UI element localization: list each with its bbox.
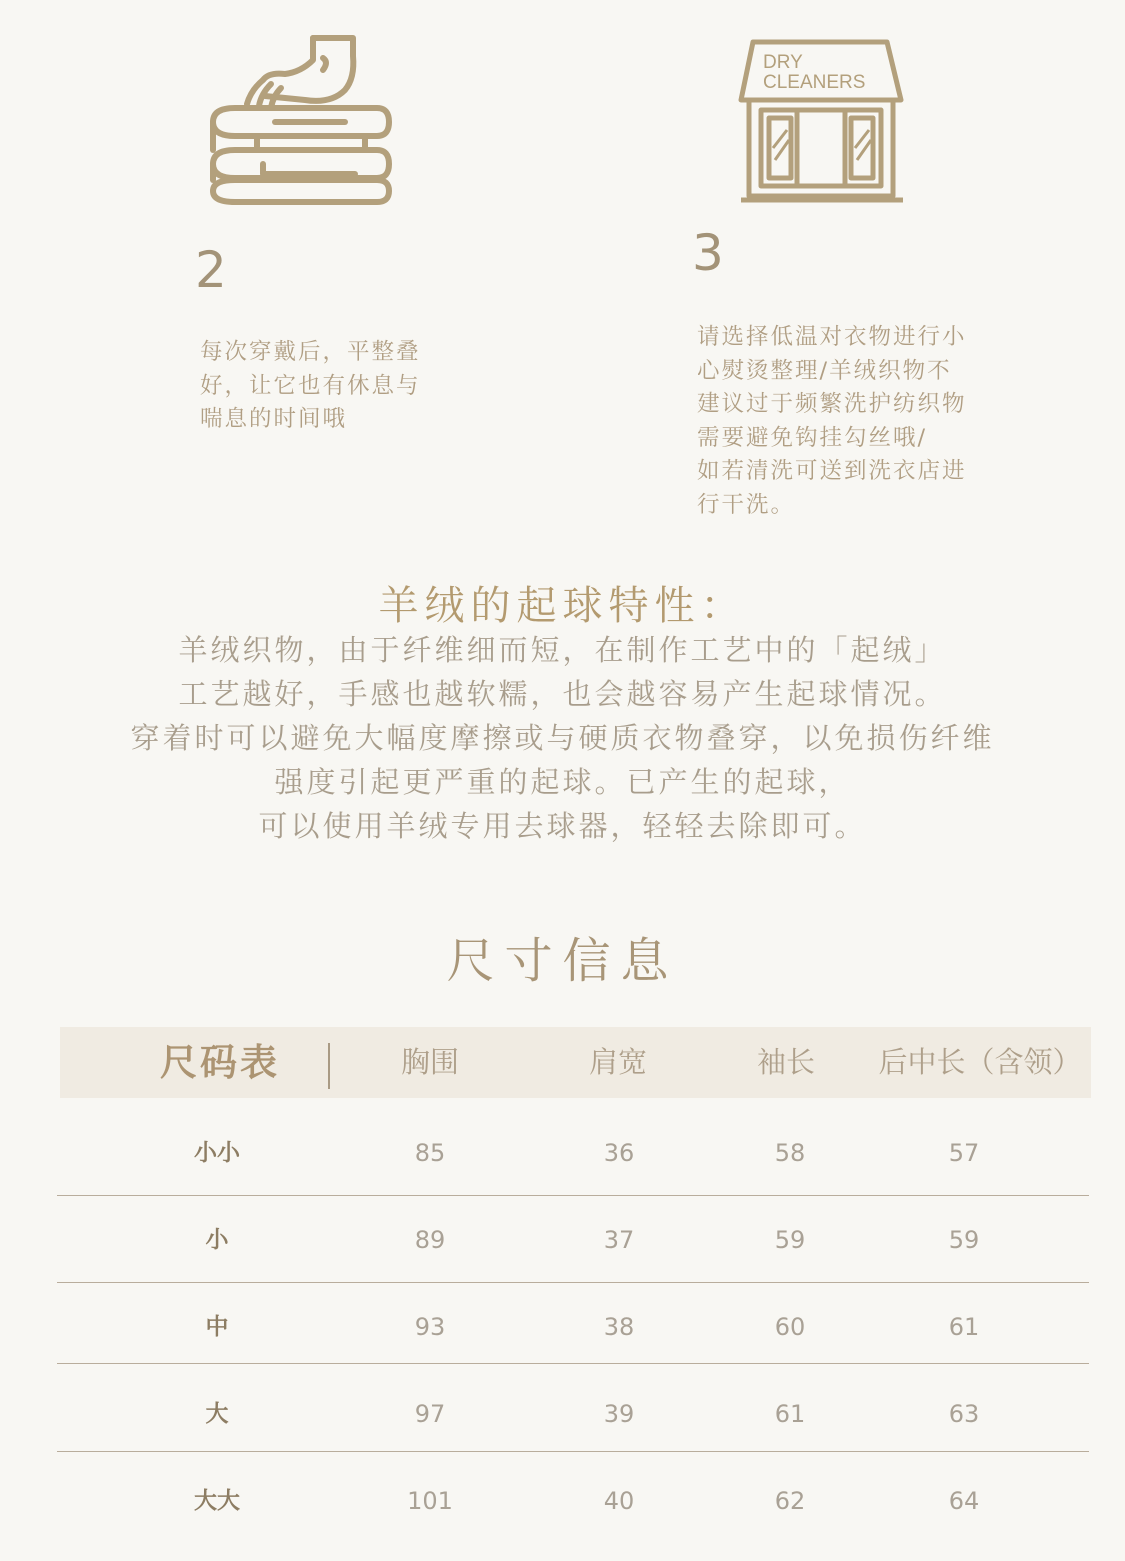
step-3-line: 如若清洗可送到洗衣店进 bbox=[697, 458, 967, 484]
dry-cleaners-store-icon bbox=[735, 38, 910, 208]
pilling-line: 羊绒织物，由于纤维细而短，在制作工艺中的「起绒」 bbox=[178, 633, 947, 667]
table-row bbox=[57, 1110, 1089, 1196]
chest-value: 89 bbox=[414, 1226, 446, 1254]
table-row bbox=[57, 1371, 1089, 1452]
step-3-line: 请选择低温对衣物进行小 bbox=[697, 324, 967, 350]
size-table-header bbox=[60, 1027, 1091, 1098]
pilling-title: 羊绒的起球特性： bbox=[378, 583, 747, 629]
chest-value: 97 bbox=[414, 1400, 446, 1428]
sleeve-value: 62 bbox=[774, 1487, 806, 1515]
table-row bbox=[57, 1284, 1089, 1364]
step-3-line: 建议过于频繁洗护纺织物 bbox=[697, 391, 967, 417]
row-divider bbox=[57, 1451, 1089, 1452]
pilling-line: 强度引起更严重的起球。已产生的起球， bbox=[274, 765, 851, 799]
row-divider bbox=[57, 1363, 1089, 1364]
length-value: 63 bbox=[948, 1400, 980, 1428]
step-number-3: 3 bbox=[692, 224, 724, 282]
step-2-line: 喘息的时间哦 bbox=[200, 406, 348, 432]
pilling-line: 可以使用羊绒专用去球器，轻轻去除即可。 bbox=[258, 809, 867, 843]
table-row bbox=[57, 1458, 1089, 1544]
size-label: 小小 bbox=[194, 1139, 240, 1166]
chest-value: 93 bbox=[414, 1313, 446, 1341]
size-label: 大 bbox=[205, 1400, 229, 1427]
step-3-line: 心熨烫整理/羊绒织物不 bbox=[697, 357, 952, 384]
size-label: 中 bbox=[205, 1313, 229, 1340]
shoulder-value: 39 bbox=[603, 1400, 635, 1428]
pilling-line: 工艺越好，手感也越软糯，也会越容易产生起球情况。 bbox=[178, 677, 947, 711]
folded-clothes-hand-icon bbox=[205, 30, 395, 210]
chest-value: 101 bbox=[407, 1487, 453, 1515]
column-header-sleeve: 袖长 bbox=[756, 1045, 815, 1079]
size-info-title: 尺寸信息 bbox=[446, 933, 679, 989]
length-value: 57 bbox=[948, 1139, 980, 1167]
step-2-line: 每次穿戴后，平整叠 bbox=[200, 339, 421, 365]
shoulder-value: 37 bbox=[603, 1226, 635, 1254]
step-3-line: 需要避免钩挂勾丝哦/ bbox=[697, 424, 928, 451]
store-sign-line-2: CLEANERS bbox=[763, 72, 866, 93]
sleeve-value: 58 bbox=[774, 1139, 806, 1167]
size-chart-label: 尺码表 bbox=[160, 1040, 280, 1084]
step-2-text bbox=[200, 336, 460, 437]
pilling-description bbox=[40, 628, 1085, 848]
sleeve-value: 60 bbox=[774, 1313, 806, 1341]
column-header-length: 后中长（含领） bbox=[878, 1045, 1082, 1079]
step-3-line: 行干洗。 bbox=[697, 491, 796, 518]
sleeve-value: 61 bbox=[774, 1400, 806, 1428]
shoulder-value: 40 bbox=[603, 1487, 635, 1515]
store-sign-line-1: DRY bbox=[763, 52, 803, 73]
shoulder-value: 38 bbox=[603, 1313, 635, 1341]
header-divider bbox=[328, 1043, 330, 1089]
step-number-2: 2 bbox=[195, 241, 227, 299]
sleeve-value: 59 bbox=[774, 1226, 806, 1254]
row-divider bbox=[57, 1195, 1089, 1196]
size-label: 小 bbox=[205, 1226, 229, 1253]
chest-value: 85 bbox=[414, 1139, 446, 1167]
step-3-text bbox=[697, 321, 1027, 522]
length-value: 59 bbox=[948, 1226, 980, 1254]
column-header-shoulder: 肩宽 bbox=[588, 1045, 647, 1079]
length-value: 64 bbox=[948, 1487, 980, 1515]
size-label: 大大 bbox=[194, 1487, 240, 1514]
step-2-line: 好，让它也有休息与 bbox=[200, 372, 421, 399]
length-value: 61 bbox=[948, 1313, 980, 1341]
column-header-chest: 胸围 bbox=[400, 1045, 459, 1079]
table-row bbox=[57, 1197, 1089, 1283]
shoulder-value: 36 bbox=[603, 1139, 635, 1167]
pilling-line: 穿着时可以避免大幅度摩擦或与硬质衣物叠穿，以免损伤纤维 bbox=[130, 721, 995, 755]
row-divider bbox=[57, 1282, 1089, 1283]
